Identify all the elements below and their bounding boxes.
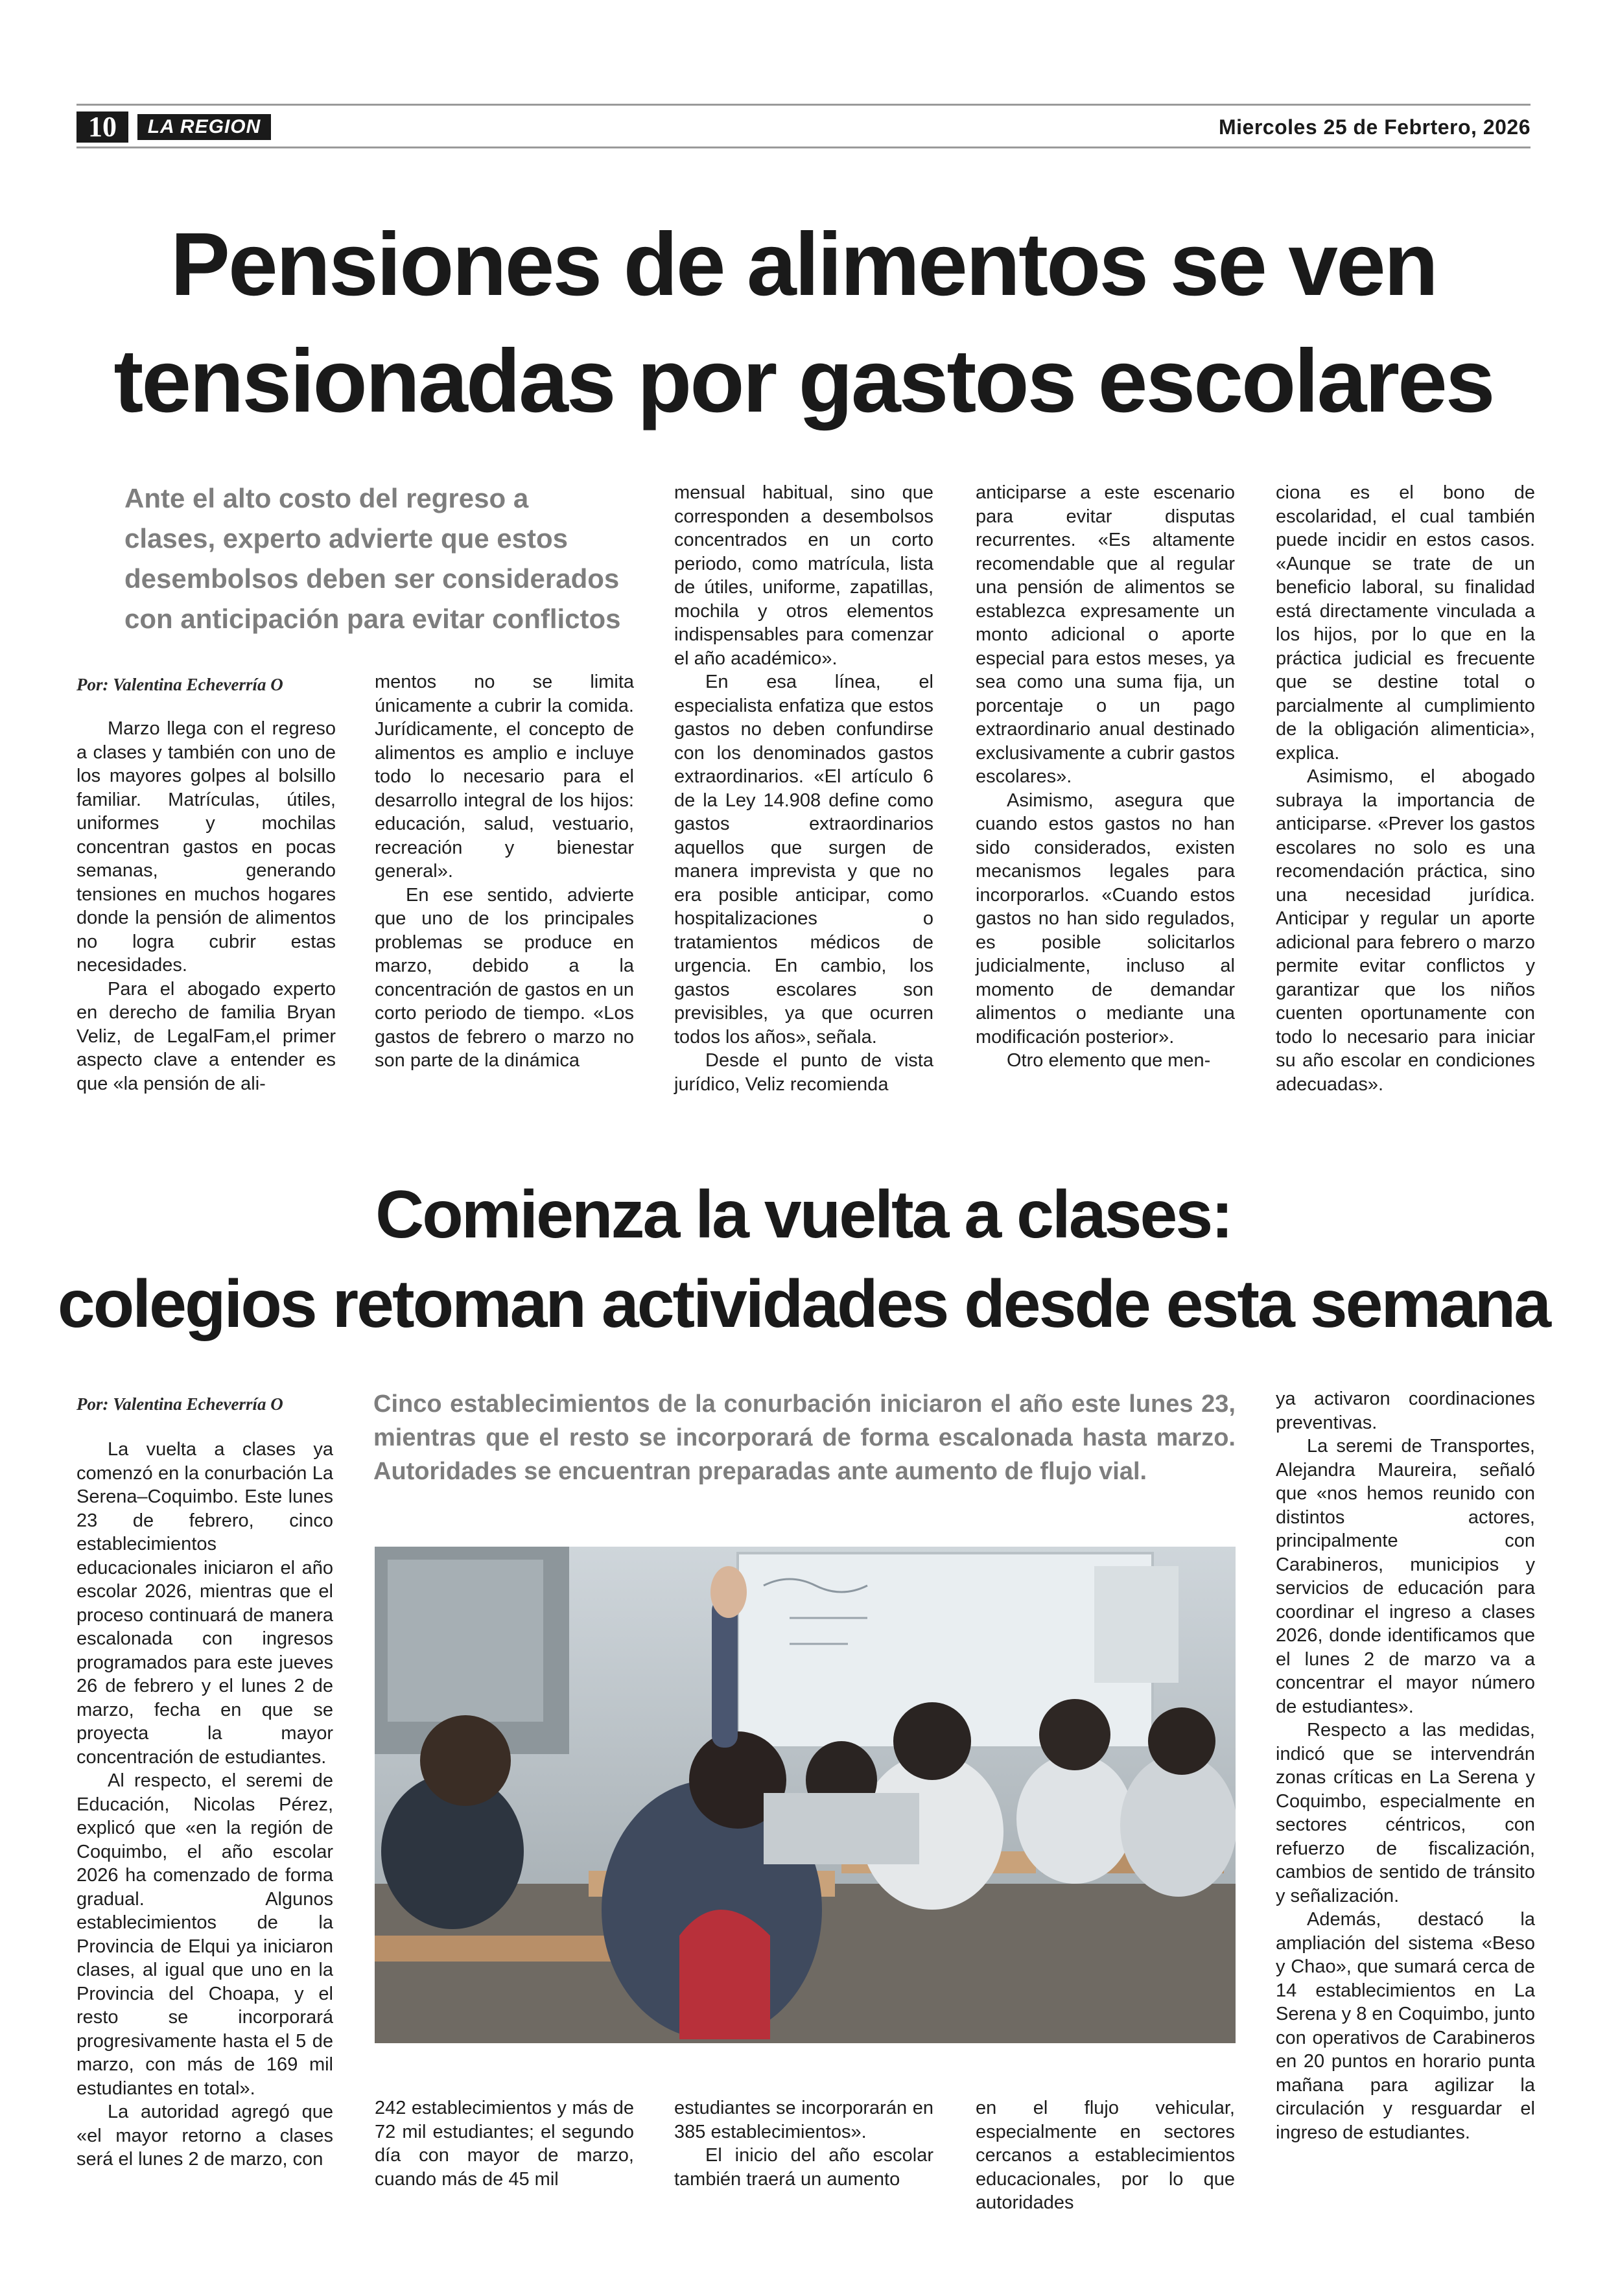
article2-paragraph-cont: en el flujo vehicular, especialmente en sectores cercanos a establecimientos educacionales, por lo que autoridades [976, 2098, 1235, 2213]
article2-paragraph: La autoridad agregó que «el mayor retorno a clases será el lunes 2 de marzo, con [76, 2102, 333, 2170]
article1-paragraph-cont: anticiparse a este escenario para evitar disputas recurrentes. «Es altamente recomendable que al regular una pensión de alimentos se establezca expresamente un monto adicional o aporte especial para estos meses, ya sea como una suma fija, un porcentaje o un pago extraordinario anual destinado exclusivamente a cubrir gastos escolares». [976, 482, 1235, 787]
article2-deck: Cinco establecimientos de la conurbación iniciaron el año este lunes 23, mientras que el resto se incorporará de forma escalonada hasta marzo. Autoridades se encuentran preparadas ante aumento de flujo vial. [373, 1390, 1236, 1485]
masthead-top-rule [76, 104, 1531, 106]
article2-column-4 [976, 2096, 1235, 2215]
issue-date: Miercoles 25 de Febrtero, 2026 [1219, 115, 1531, 139]
page-number: 10 [76, 111, 128, 143]
article2-paragraph-cont: ya activaron coordinaciones preventivas. [1276, 1388, 1535, 1433]
article1-paragraph: En ese sentido, advierte que uno de los principales problemas se produce en marzo, debido a la concentración de gastos en un corto periodo de tiempo. «Los gastos de febrero o marzo no son parte de la dinámica [375, 884, 634, 1071]
article2-headline-line2: colegios retoman actividades desde esta semana [57, 1267, 1550, 1342]
article1-deck: Ante el alto costo del regreso a clases, experto advierte que estos desembolsos deben ser considerados con anticipación para evitar conflictos [124, 483, 621, 634]
article1-column-4 [976, 481, 1235, 1073]
article2-paragraph-cont: estudiantes se incorporarán en 385 establecimientos». [674, 2098, 933, 2142]
article2-paragraph: Respecto a las medidas, indicó que se intervendrán zonas críticas en La Serena y Coquimbo, especialmente en sectores céntricos, con refuerzo de fiscalización, cambios de sentido de tránsito y señalización. [1276, 1720, 1535, 1906]
classroom-illustration [375, 1547, 1236, 2043]
article1-paragraph: En esa línea, el especialista enfatiza que estos gastos no deben confundirse con los denominados gastos extraordinarios. «El artículo 6 de la Ley 14.908 define como gastos extraordinarios aquellos que surgen de manera imprevista y que no era posible anticipar, como hospitalizaciones o tratamientos médicos de urgencia. En cambio, los gastos escolares son previsibles, ya que ocurren todos los años», señala. [674, 672, 933, 1048]
article1-headline-line1: Pensiones de alimentos se ven [170, 215, 1437, 314]
article1-column-2 [375, 670, 634, 1073]
article1-paragraph-cont: mensual habitual, sino que corresponden a desembolsos concentrados en un corto periodo, como matrícula, lista de útiles, uniforme, zapatillas, mochila y otros elementos indispensables para comenzar el año académico». [674, 482, 933, 669]
masthead-bottom-rule [76, 146, 1531, 148]
article2-headline-line1: Comienza la vuelta a clases: [375, 1177, 1232, 1252]
article1-byline: Por: Valentina Echeverría O [76, 675, 283, 694]
article2-column-2 [375, 2096, 634, 2191]
article2-column-5 [1276, 1387, 1535, 2144]
article1-paragraph: Asimismo, el abogado subraya la importancia de anticiparse. «Prever los gastos escolares no solo es una recomendación práctica, sino una necesidad jurídica. Anticipar y regular un aporte adicional para febrero o marzo permite evitar conflictos y garantizar que los niños cuenten oportunamente con todo lo necesario para iniciar su año escolar en condiciones adecuadas». [1276, 766, 1535, 1095]
article2-paragraph: La vuelta a clases ya comenzó en la conurbación La Serena–Coquimbo. Este lunes 23 de febrero, cinco establecimientos educacionales iniciaron el año escolar 2026, mientras que el proceso continuará de manera escalonada con ingresos programados para este jueves 26 de febrero y el lunes 2 de marzo, fecha en que se proyecta la mayor concentración de estudiantes. [76, 1439, 333, 1768]
article1-paragraph: Marzo llega con el regreso a clases y también con uno de los mayores golpes al bolsillo familiar. Matrículas, útiles, uniformes y mochilas concentran gastos en pocas semanas, generando tensiones en muchos hogares donde la pensión de alimentos no logra cubrir estas necesidades. [76, 718, 336, 976]
article1-paragraph-cont: ciona es el bono de escolaridad, el cual también puede incidir en estos casos. «Aunque se trate de un beneficio laboral, su finalidad está directamente vinculada a los hijos, por lo que en la práctica judicial es frecuente que se destine total o parcialmente al cumplimiento de la obligación alimenticia», explica. [1276, 482, 1535, 764]
article1-paragraph: Desde el punto de vista jurídico, Veliz recomienda [674, 1050, 933, 1095]
article1-paragraph: Para el abogado experto en derecho de familia Bryan Veliz, de LegalFam,el primer aspecto clave a entender es que «la pensión de ali- [76, 978, 336, 1094]
article2-paragraph-cont: 242 establecimientos y más de 72 mil estudiantes; el segundo día con mayor de marzo, cuando más de 45 mil [375, 2098, 634, 2190]
article1-paragraph: Otro elemento que men- [1007, 1050, 1211, 1071]
article1-column-1 [76, 717, 336, 1095]
article1-column-5 [1276, 481, 1535, 1096]
article1-headline-line2: tensionadas por gastos escolares [113, 331, 1494, 431]
article2-paragraph: La seremi de Transportes, Alejandra Maureira, señaló que «nos hemos reunido con distintos actores, principalmente con Carabineros, municipios y servicios de educación para coordinar el ingreso a clases 2026, donde identificamos que el lunes 2 de marzo va a concentrar el mayor número de estudiantes». [1276, 1436, 1535, 1717]
classroom-students-photo [375, 1547, 1236, 2043]
article1-paragraph-cont: mentos no se limita únicamente a cubrir la comida. Jurídicamente, el concepto de alimentos es amplio e incluye todo lo necesario para el desarrollo integral de los hijos: educación, salud, vestuario, recreación y bienestar general». [375, 672, 634, 882]
article1-column-3 [674, 481, 933, 1096]
article2-byline: Por: Valentina Echeverría O [76, 1394, 283, 1414]
section-label: LA REGION [137, 114, 271, 140]
article1-paragraph: Asimismo, asegura que cuando estos gastos no han sido considerados, existen mecanismos legales para incorporarlos. «Cuando estos gastos no han sido regulados, es posible solicitarlos judicialmente, incluso al momento de demandar alimentos o mediante una modificación posterior». [976, 790, 1235, 1048]
article2-column-3 [674, 2096, 933, 2191]
article2-paragraph: Al respecto, el seremi de Educación, Nicolas Pérez, explicó que «en la región de Coquimbo, el año escolar 2026 ha comenzado de forma gradual. Algunos establecimientos de la Provincia de Elqui ya iniciaron clases, al igual que uno en la Provincia del Choapa, y el resto se incorporará progresivamente hasta el 5 de marzo, con más de 169 mil estudiantes en total». [76, 1770, 333, 2099]
article2-paragraph: El inicio del año escolar también traerá un aumento [674, 2145, 933, 2190]
article2-column-1 [76, 1438, 333, 2172]
article2-paragraph: Además, destacó la ampliación del sistema «Beso y Chao», que sumará cerca de 14 establecimientos en La Serena y 8 en Coquimbo, junto con operativos de Carabineros en 20 puntos en horario punta mañana para agilizar la circulación y resguardar el ingreso de estudiantes. [1276, 1909, 1535, 2143]
